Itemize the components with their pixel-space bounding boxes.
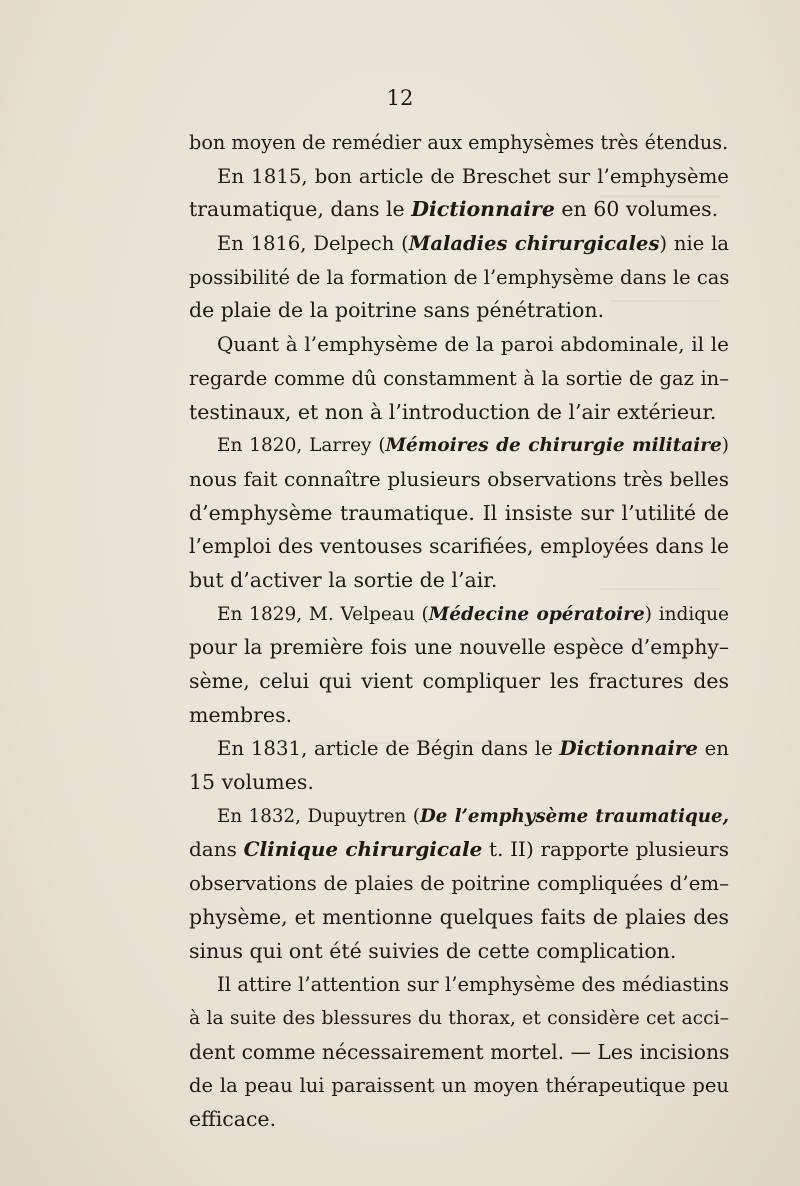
line-text: bon moyen de remédier aux emphysèmes très étendus.: [189, 131, 729, 154]
italic-title: Maladies chirurgicales: [408, 232, 660, 256]
line-text-before: En 1829, M. Velpeau (: [217, 603, 429, 625]
text-line: [189, 766, 729, 800]
line-text: physème, et mentionne quelques faits de plaies des: [189, 904, 729, 929]
text-line: [189, 497, 729, 531]
text-line: [189, 598, 729, 632]
text-line: [189, 463, 729, 497]
text-line: [189, 1069, 729, 1103]
italic-title: Clinique chirurgicale: [243, 837, 483, 862]
line-text-after: ) indique: [644, 603, 729, 625]
line-text: possibilité de la formation de l’emphysème dans le cas: [189, 265, 730, 289]
italic-title: Médecine opératoire: [428, 603, 645, 625]
line-text: Il attire l’attention sur l’emphysème des médiastins: [217, 973, 729, 997]
line-text: 15 volumes.: [189, 770, 314, 795]
line-text: En 1815, bon article de Breschet sur l’emphysème: [217, 164, 729, 188]
text-line: [189, 227, 729, 261]
line-text: sinus qui ont été suivies de cette complication.: [189, 938, 677, 963]
italic-title: Mémoires de chirurgie militaire: [385, 435, 722, 457]
text-line: [189, 362, 729, 396]
line-text: testinaux, et non à l’introduction de l’air extérieur.: [189, 399, 717, 424]
text-line: [189, 732, 729, 766]
line-text: pour la première fois une nouvelle espèce d’emphy–: [189, 635, 729, 660]
line-text: observations de plaies de poitrine compliquées d’em–: [189, 872, 729, 896]
italic-title: Dictionnaire: [559, 736, 698, 761]
text-line: [189, 328, 729, 362]
line-text-before: dans: [189, 837, 244, 862]
text-line: [189, 800, 729, 834]
body-text: [189, 126, 729, 1137]
text-line: [189, 193, 729, 227]
text-line: [189, 160, 729, 194]
line-text-after: ): [721, 435, 729, 457]
line-text: regarde comme dû constamment à la sortie de gaz in–: [189, 366, 729, 390]
text-line: [189, 530, 729, 564]
line-text-before: En 1816, Delpech (: [217, 232, 409, 256]
line-text: nous fait connaître plusieurs observations très belles: [189, 466, 729, 491]
line-text-before: En 1820, Larrey (: [217, 435, 386, 457]
page-number: 12: [386, 86, 414, 110]
line-text-before: traumatique, dans le: [189, 197, 412, 222]
text-line: [189, 294, 729, 328]
text-line: [189, 1103, 729, 1137]
line-text: à la suite des blessures du thorax, et considère cet acci–: [189, 1007, 729, 1029]
line-text-after: t. II) rapporte plusieurs: [482, 837, 729, 862]
line-text-after: ) nie la: [659, 232, 729, 256]
text-line: [189, 1036, 729, 1070]
text-line: [189, 564, 729, 598]
text-line: [189, 935, 729, 969]
text-line: [189, 833, 729, 867]
text-line: [189, 631, 729, 665]
line-text: sème, celui qui vient compliquer les fractures des: [189, 669, 729, 693]
text-line: [189, 396, 729, 430]
line-text: de plaie de la poitrine sans pénétration.: [189, 298, 605, 323]
text-line: [189, 665, 729, 699]
text-line: [189, 901, 729, 935]
text-line: [189, 429, 729, 463]
line-text: l’emploi des ventouses scarifiées, employées dans le: [189, 534, 729, 559]
line-text-after: en: [697, 737, 729, 761]
line-text-before: En 1831, article de Bégin dans le: [217, 737, 560, 761]
line-text-after: en 60 volumes.: [554, 197, 719, 222]
text-line: [189, 261, 729, 295]
text-line: [189, 126, 729, 160]
line-text: efficace.: [189, 1106, 277, 1131]
text-line: [189, 968, 729, 1002]
italic-title: De l’emphysème traumatique,: [419, 805, 729, 827]
text-line: [189, 699, 729, 733]
text-line: [189, 1002, 729, 1036]
text-line: [189, 867, 729, 901]
line-text: Quant à l’emphysème de la paroi abdominale, il le: [217, 332, 729, 357]
line-text: membres.: [189, 702, 293, 727]
line-text: d’emphysème traumatique. Il insiste sur l’utilité de: [189, 500, 729, 525]
line-text: de la peau lui paraissent un moyen thérapeutique peu: [189, 1074, 729, 1098]
italic-title: Dictionnaire: [411, 197, 555, 222]
line-text: but d’activer la sortie de l’air.: [189, 567, 498, 592]
line-text-before: En 1832, Dupuytren (: [217, 805, 420, 827]
line-text: dent comme nécessairement mortel. — Les incisions: [189, 1039, 730, 1064]
